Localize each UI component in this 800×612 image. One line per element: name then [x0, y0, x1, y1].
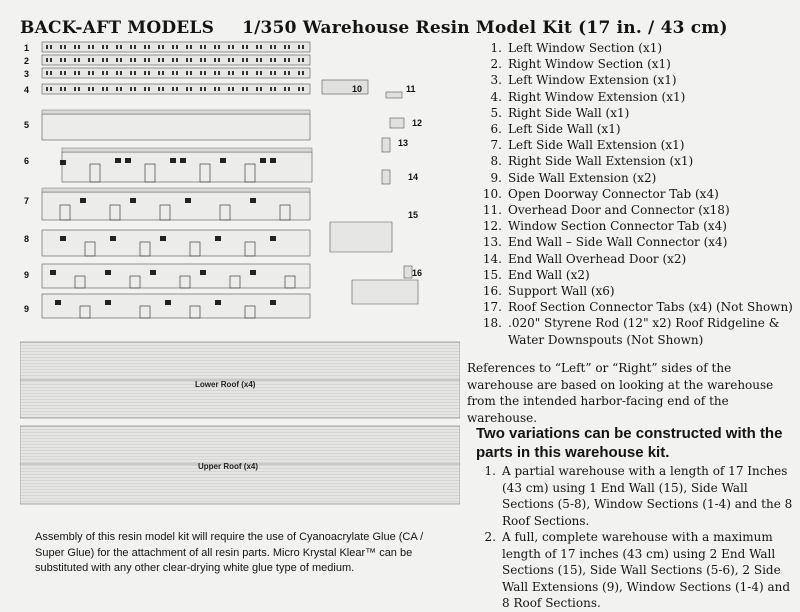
row-label: 8 [24, 234, 30, 244]
list-item: 6. Left Side Wall (x1) [490, 122, 621, 137]
list-item: 4. Right Window Extension (x1) [490, 89, 686, 104]
row-label: 9 [24, 304, 30, 314]
part-label: 12 [412, 118, 423, 128]
list-item: 2. A full, complete warehouse with a maximum length of 17 inches (43 cm) using 2 End Wall Sections (15), Side Wall Sections (5-6), 2 Side Wall Extensions (9), Window Sections (1-4) and 8 Roof Sections. [484, 530, 791, 610]
part-label: 16 [412, 268, 423, 278]
reference-note: References to “Left” or “Right” sides of the warehouse are based on looking at the warehouse from the intended harbor-facing end of the warehouse. [467, 361, 774, 425]
row-label: 2 [24, 56, 30, 66]
row-label: 6 [24, 156, 30, 166]
list-item: 16. Support Wall (x6) [482, 284, 615, 299]
variations-list [476, 463, 794, 612]
row-label: 5 [24, 120, 30, 130]
roof-photo [20, 340, 460, 510]
lower-roof-label: Lower Roof (x4) [195, 380, 256, 389]
list-item: 12. Window Section Connector Tab (x4) [482, 219, 727, 234]
list-item: 1. A partial warehouse with a length of 17 Inches (43 cm) using 1 End Wall (15), Side Wall Sections (5-8), Window Sections (1-4) and the 8 Roof Sections. [484, 464, 793, 528]
parts-list [482, 40, 794, 348]
window-strips [42, 42, 310, 94]
brand-name: BACK-AFT MODELS [20, 18, 215, 38]
row-label: 7 [24, 196, 30, 206]
list-item: 10. Open Doorway Connector Tab (x4) [482, 186, 719, 201]
list-item: 9. Side Wall Extension (x2) [490, 170, 657, 185]
list-item: 13. End Wall – Side Wall Connector (x4) [482, 235, 728, 250]
assembly-note: Assembly of this resin model kit will require the use of Cyanoacrylate Glue (CA / Super Glue) for the attachment of all resin parts. Micro Krystal Klear™ can be substituted with any other clear-drying white glue type of medium. [35, 531, 424, 574]
small-parts-photo [320, 40, 440, 320]
part-label: 14 [408, 172, 419, 182]
wall-sections [42, 110, 312, 318]
list-item: 14. End Wall Overhead Door (x2) [482, 251, 687, 266]
list-item: 15. End Wall (x2) [482, 267, 590, 282]
kit-title: 1/350 Warehouse Resin Model Kit (17 in. / 43 cm) [242, 18, 728, 38]
list-item: 17. Roof Section Connector Tabs (x4) (Not Shown) [482, 300, 793, 315]
list-item: 5. Right Side Wall (x1) [490, 105, 630, 120]
row-label: 4 [24, 85, 30, 95]
part-label: 11 [406, 84, 416, 94]
list-item: 11. Overhead Door and Connector (x18) [482, 203, 730, 218]
list-item: 1. Left Window Section (x1) [490, 41, 663, 55]
part-label: 15 [408, 210, 419, 220]
list-item: 3. Left Window Extension (x1) [490, 73, 677, 88]
variations-heading: Two variations can be constructed with the parts in this warehouse kit. [476, 425, 783, 461]
row-label: 1 [24, 43, 30, 53]
list-item: 18. .020" Styrene Rod (12" x2) Roof Ridgeline & Water Downspouts (Not Shown) [482, 316, 780, 347]
part-label: 10 [352, 84, 363, 94]
part-label: 13 [398, 138, 409, 148]
page-title [20, 18, 728, 38]
parts-photo [20, 40, 320, 320]
list-item: 7. Left Side Wall Extension (x1) [490, 138, 685, 153]
list-item: 8. Right Side Wall Extension (x1) [490, 154, 694, 169]
row-label: 9 [24, 270, 30, 280]
row-label: 3 [24, 69, 30, 79]
upper-roof-label: Upper Roof (x4) [198, 462, 258, 471]
list-item: 2. Right Window Section (x1) [490, 57, 671, 72]
